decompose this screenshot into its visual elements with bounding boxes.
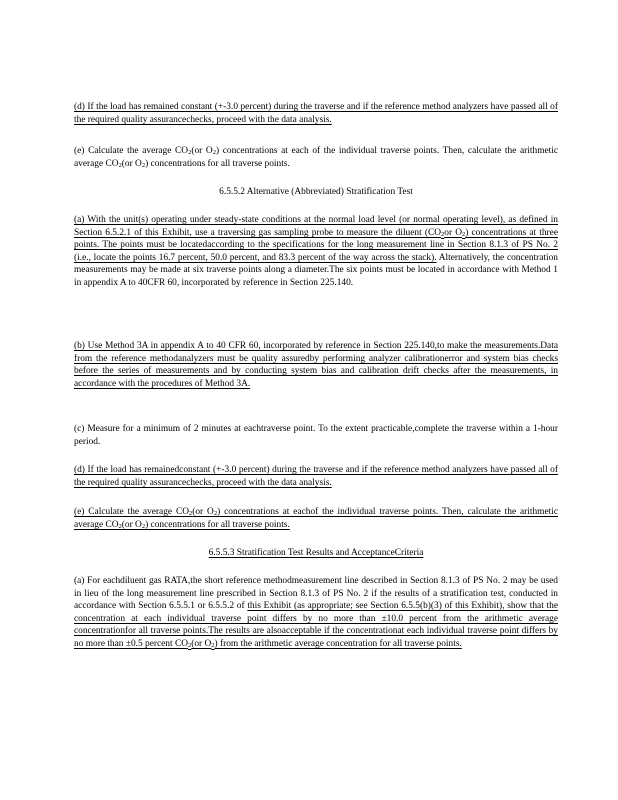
paragraph-d-load-check: (d) If the load has remained constant (+-3.0 percent) during the traverse and if the reference method analyzers have passed all of the required quality assurancechecks, proceed with the data analysis. [74, 102, 558, 125]
paragraph-d-load-check-2: (d) If the load has remainedconstant (+-3.0 percent) during the traverse and if the reference method analyzers have passed all of the required quality assurancechecks, proceed with the data analysis. [74, 465, 558, 488]
paragraph-b-method-3a: (b) Use Method 3A in appendix A to 40 CFR 60, incorporated by reference in Section 225.140,to make the measurements.Data from the reference methodanalyzers must be quality assuredby performing analyzer calibrationerror and system bias checks before the series of measurements and by conducting system bias and calibration drift checks after the measurements, in accordance with the procedures of Method 3A. [74, 341, 558, 389]
paragraph-c-measure: (c) Measure for a minimum of 2 minutes at eachtraverse point. To the extent practicable,complete the traverse within a 1-hour period. [74, 424, 558, 447]
paragraph-e-calculate: (e) Calculate the average $CO_2(or$ $O_2$) concentrations at each of the individual traverse points. Then, calculate the arithmetic average $CO_2(or$ $O_2$) concentrations for all traverse points. [74, 146, 559, 169]
section-heading-6-5-5-3: 6.5.5.3 Stratification Test Results and AcceptanceCriteria [208, 548, 424, 558]
paragraph-a-traverse: (a) With the unit(s) operating under steady-state conditions at the normal load level (or normal operating level), as defined in Section 6.5.2.1 of this Exhibit, use a traversing gas sampling probe to measure the diluent ($CO_2or$ $O_2$) concentrations at three points. The points must be locatedaccording to the specifications for the long measurement line in Section 8.1.3 of PS No. 2 (i.e., locate the points 16.7 percent, 50.0 percent, and 83.3 percent of the way across the stack). Alternatively, the concentration measurements may be made at six traverse points along a diameter.The six points must be located in accordance with Method 1 in appendix A to 40CFR 60, incorporated by reference in Section 225.140. [74, 215, 558, 288]
section-heading-6-5-5-2: 6.5.5.2 Alternative (Abbreviated) Stratification Test [219, 187, 413, 197]
paragraph-e-calculate-2: (e) Calculate the average $CO_2(or$ $O_2$) concentrations at eachof the individual traverse points. Then, calculate the arithmetic average $CO_2(or$ $O_2$) concentrations for all traverse points. [74, 507, 559, 530]
paragraph-a-results: (a) For eachdiluent gas RATA,the short reference methodmeasurement line described in Section 8.1.3 of PS No. 2 may be used in lieu of the long measurement line prescribed in Section 8.1.3 of PS No. 2 if the results of a stratification test, conducted in accordance with Section 6.5.5.1 or 6.5.5.2 of this Exhibit (as appropriate; see Section 6.5.5(b)(3) of this Exhibit), show that the concentration at each individual traverse point differs by no more than ±10.0 percent from the arithmetic average concentrationfor all traverse points.The results are alsoacceptable if the concentrationat each individual traverse point differs by no more than ±0.5 percent $CO_2(or$ $O_2$) from the arithmetic average concentration for all traverse points. [74, 576, 558, 649]
